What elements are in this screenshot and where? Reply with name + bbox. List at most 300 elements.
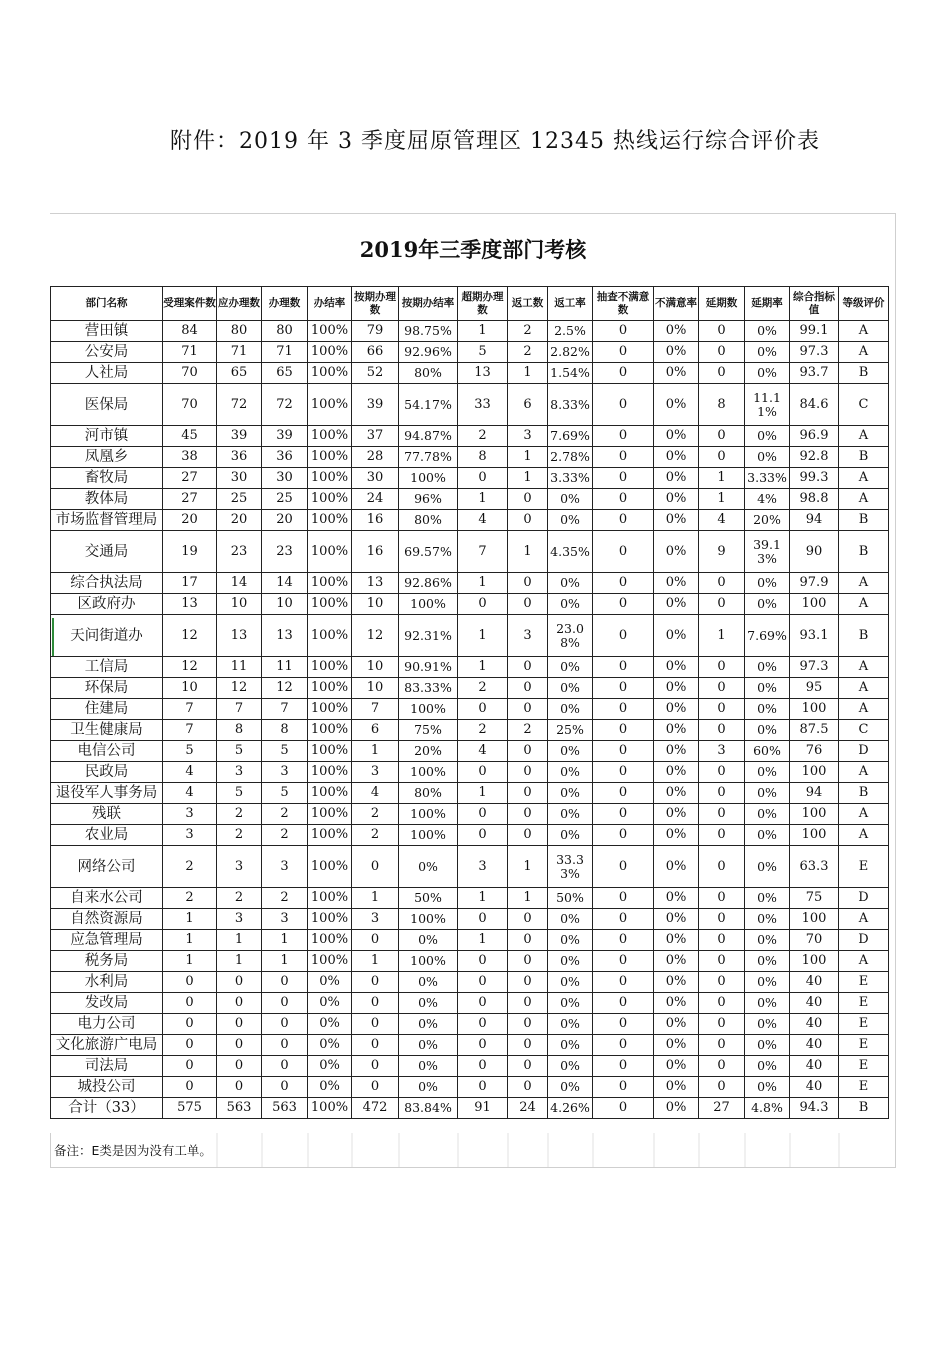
table-cell: 98.8 <box>790 489 839 510</box>
table-cell: E <box>839 1077 889 1098</box>
table-cell: 33.33% <box>548 846 593 888</box>
table-cell: 0% <box>745 1077 790 1098</box>
sheet-title: 2019年三季度部门考核 <box>359 237 587 262</box>
department-name-cell: 网络公司 <box>51 846 163 888</box>
table-cell: 36 <box>262 447 308 468</box>
table-cell: 0% <box>654 762 699 783</box>
table-cell: 2 <box>217 825 262 846</box>
table-cell: 39.13% <box>745 531 790 573</box>
table-cell: 100 <box>790 594 839 615</box>
table-cell: 5 <box>458 342 508 363</box>
table-cell: 0% <box>654 951 699 972</box>
department-name-cell: 公安局 <box>51 342 163 363</box>
table-cell: 1 <box>458 573 508 594</box>
table-cell: 0 <box>699 804 745 825</box>
table-cell: 563 <box>217 1098 262 1119</box>
table-cell: 7 <box>352 699 399 720</box>
table-cell: A <box>839 657 889 678</box>
table-cell: 8 <box>262 720 308 741</box>
table-row <box>51 363 889 384</box>
table-row <box>51 699 889 720</box>
table-cell: 6 <box>508 384 548 426</box>
column-header: 返工率 <box>548 287 593 321</box>
table-cell: 5 <box>217 741 262 762</box>
department-name-cell: 农业局 <box>51 825 163 846</box>
table-cell: 0% <box>548 1056 593 1077</box>
table-cell: 0 <box>593 909 654 930</box>
table-cell: C <box>839 384 889 426</box>
table-cell: 100% <box>399 804 458 825</box>
table-cell: 80% <box>399 510 458 531</box>
table-cell: 0% <box>548 993 593 1014</box>
table-cell: 0% <box>548 741 593 762</box>
table-cell: 100% <box>308 783 352 804</box>
table-cell: 0 <box>352 1014 399 1035</box>
department-name-cell: 司法局 <box>51 1056 163 1077</box>
table-cell: 5 <box>262 783 308 804</box>
table-row <box>51 783 889 804</box>
table-cell: 0 <box>217 1056 262 1077</box>
table-cell: 100% <box>308 825 352 846</box>
table-row <box>51 531 889 573</box>
table-cell: 1 <box>508 363 548 384</box>
table-cell: 100% <box>308 573 352 594</box>
table-cell: 0% <box>745 1035 790 1056</box>
table-cell: 0 <box>699 720 745 741</box>
table-cell: 2 <box>163 846 217 888</box>
department-name-cell: 税务局 <box>51 951 163 972</box>
table-cell: 0 <box>699 930 745 951</box>
table-row <box>51 657 889 678</box>
table-cell: 99.1 <box>790 321 839 342</box>
table-cell: 1 <box>217 930 262 951</box>
table-cell: 0% <box>308 1077 352 1098</box>
table-cell: 0 <box>508 699 548 720</box>
table-cell: 0% <box>654 1035 699 1056</box>
table-row <box>51 741 889 762</box>
table-cell: 1 <box>508 846 548 888</box>
column-header: 受理案件数 <box>163 287 217 321</box>
table-cell: 0% <box>548 909 593 930</box>
table-cell: 0 <box>593 531 654 573</box>
table-cell: 7 <box>163 720 217 741</box>
table-cell: 100% <box>399 594 458 615</box>
table-cell: 20% <box>399 741 458 762</box>
table-cell: 0% <box>654 888 699 909</box>
department-name-cell: 发改局 <box>51 993 163 1014</box>
table-cell: A <box>839 699 889 720</box>
table-cell: A <box>839 468 889 489</box>
department-name-cell: 城投公司 <box>51 1077 163 1098</box>
table-cell: 0 <box>163 1035 217 1056</box>
table-cell: 10 <box>163 678 217 699</box>
table-row <box>51 447 889 468</box>
table-cell: 0% <box>745 825 790 846</box>
table-cell: 0 <box>508 951 548 972</box>
table-cell: 83.33% <box>399 678 458 699</box>
table-cell: 0 <box>593 594 654 615</box>
table-cell: 69.57% <box>399 531 458 573</box>
table-cell: 0 <box>593 762 654 783</box>
table-cell: 96% <box>399 489 458 510</box>
table-cell: 0 <box>593 888 654 909</box>
table-cell: 100% <box>308 321 352 342</box>
table-cell: 0 <box>352 1077 399 1098</box>
table-cell: 1 <box>217 951 262 972</box>
department-name-cell: 文化旅游广电局 <box>51 1035 163 1056</box>
table-row <box>51 762 889 783</box>
table-cell: 0 <box>699 426 745 447</box>
table-cell: 84 <box>163 321 217 342</box>
table-cell: 92.96% <box>399 342 458 363</box>
table-cell: 90 <box>790 531 839 573</box>
table-row <box>51 615 889 657</box>
table-cell: 0% <box>654 426 699 447</box>
column-header: 延期率 <box>745 287 790 321</box>
table-cell: 1 <box>508 468 548 489</box>
table-cell: 0 <box>593 804 654 825</box>
table-cell: 7 <box>262 699 308 720</box>
table-row <box>51 384 889 426</box>
table-cell: 0% <box>745 678 790 699</box>
table-cell: 1 <box>458 888 508 909</box>
table-row <box>51 510 889 531</box>
table-cell: 0 <box>458 1077 508 1098</box>
table-cell: 80% <box>399 363 458 384</box>
table-cell: 0% <box>654 594 699 615</box>
table-cell: 0% <box>745 594 790 615</box>
table-cell: 0% <box>745 909 790 930</box>
table-cell: 0 <box>699 573 745 594</box>
table-cell: 0% <box>745 447 790 468</box>
table-cell: 0 <box>352 846 399 888</box>
department-name-cell: 退役军人事务局 <box>51 783 163 804</box>
table-cell: 27 <box>163 489 217 510</box>
table-cell: 3.33% <box>548 468 593 489</box>
table-cell: 1 <box>262 930 308 951</box>
table-cell: 25% <box>548 720 593 741</box>
table-cell: 16 <box>352 510 399 531</box>
table-cell: 52 <box>352 363 399 384</box>
table-cell: 19 <box>163 531 217 573</box>
table-cell: 0 <box>163 1056 217 1077</box>
table-row <box>51 573 889 594</box>
department-name-cell: 工信局 <box>51 657 163 678</box>
table-cell: 63.3 <box>790 846 839 888</box>
table-cell: 100% <box>308 720 352 741</box>
table-body <box>51 321 889 1119</box>
table-cell: 1 <box>508 531 548 573</box>
table-cell: 0% <box>654 447 699 468</box>
table-cell: 94 <box>790 510 839 531</box>
table-cell: 0% <box>308 993 352 1014</box>
table-cell: 23 <box>217 531 262 573</box>
table-row <box>51 888 889 909</box>
table-cell: 4 <box>699 510 745 531</box>
table-cell: 0% <box>654 1077 699 1098</box>
column-header: 不满意率 <box>654 287 699 321</box>
table-cell: 0 <box>508 930 548 951</box>
table-cell: 70 <box>163 363 217 384</box>
table-cell: 100% <box>399 951 458 972</box>
department-name-cell: 应急管理局 <box>51 930 163 951</box>
department-name-cell: 交通局 <box>51 531 163 573</box>
table-cell: 14 <box>262 573 308 594</box>
table-cell: 13 <box>352 573 399 594</box>
table-cell: 0% <box>654 1098 699 1119</box>
table-cell: 2.82% <box>548 342 593 363</box>
table-cell: 1 <box>699 489 745 510</box>
table-cell: 0 <box>352 993 399 1014</box>
table-cell: 1 <box>163 951 217 972</box>
table-cell: 2.5% <box>548 321 593 342</box>
table-cell: 23.08% <box>548 615 593 657</box>
table-cell: 0 <box>217 1035 262 1056</box>
table-row <box>51 909 889 930</box>
table-cell: 0% <box>654 993 699 1014</box>
table-cell: 0% <box>654 531 699 573</box>
table-cell: 0 <box>163 1077 217 1098</box>
table-cell: 0% <box>745 783 790 804</box>
table-cell: 0 <box>262 1056 308 1077</box>
table-cell: 87.5 <box>790 720 839 741</box>
table-cell: 0 <box>508 972 548 993</box>
table-cell: 0 <box>458 1014 508 1035</box>
table-cell: A <box>839 573 889 594</box>
table-cell: 2 <box>262 804 308 825</box>
table-cell: 100% <box>308 615 352 657</box>
table-row <box>51 930 889 951</box>
table-cell: 0 <box>458 762 508 783</box>
table-cell: 24 <box>352 489 399 510</box>
department-name-cell: 营田镇 <box>51 321 163 342</box>
table-cell: 95 <box>790 678 839 699</box>
table-cell: 3 <box>352 909 399 930</box>
table-cell: 3.33% <box>745 468 790 489</box>
table-cell: 3 <box>163 804 217 825</box>
table-cell: 0 <box>508 1056 548 1077</box>
table-cell: 0% <box>745 1056 790 1077</box>
table-cell: 0 <box>593 384 654 426</box>
table-cell: 563 <box>262 1098 308 1119</box>
department-name-cell: 人社局 <box>51 363 163 384</box>
table-cell: 0% <box>548 510 593 531</box>
table-cell: 2 <box>458 720 508 741</box>
table-cell: 3 <box>352 762 399 783</box>
table-cell: 0 <box>699 1077 745 1098</box>
table-cell: 10 <box>352 657 399 678</box>
table-cell: 3 <box>262 846 308 888</box>
table-cell: 100% <box>308 657 352 678</box>
table-cell: 4.35% <box>548 531 593 573</box>
table-cell: 8 <box>458 447 508 468</box>
table-cell: A <box>839 762 889 783</box>
table-cell: 3 <box>699 741 745 762</box>
table-cell: 100% <box>308 888 352 909</box>
table-cell: 83.84% <box>399 1098 458 1119</box>
table-cell: 0 <box>699 447 745 468</box>
table-cell: 0% <box>399 1014 458 1035</box>
table-cell: 0% <box>548 573 593 594</box>
table-row <box>51 951 889 972</box>
table-cell: 0% <box>308 1035 352 1056</box>
table-cell: 100% <box>308 909 352 930</box>
table-cell: 0 <box>508 594 548 615</box>
column-header: 部门名称 <box>51 287 163 321</box>
department-name-cell: 天问街道办 <box>51 615 163 657</box>
table-cell: 100% <box>308 762 352 783</box>
table-cell: 11 <box>262 657 308 678</box>
table-cell: 0% <box>745 699 790 720</box>
table-row <box>51 1014 889 1035</box>
table-cell: 12 <box>262 678 308 699</box>
table-cell: B <box>839 1098 889 1119</box>
table-cell: 0% <box>654 741 699 762</box>
table-cell: 0% <box>745 888 790 909</box>
table-cell: 0 <box>699 825 745 846</box>
table-cell: 100% <box>308 342 352 363</box>
table-cell: 72 <box>262 384 308 426</box>
table-cell: 0% <box>399 972 458 993</box>
table-cell: 100% <box>399 825 458 846</box>
department-name-cell: 环保局 <box>51 678 163 699</box>
table-cell: 100% <box>308 531 352 573</box>
column-header: 办结率 <box>308 287 352 321</box>
table-cell: 0 <box>593 720 654 741</box>
table-cell: 0 <box>508 804 548 825</box>
table-cell: 2 <box>508 342 548 363</box>
table-cell: 84.6 <box>790 384 839 426</box>
table-cell: 23 <box>262 531 308 573</box>
table-cell: 36 <box>217 447 262 468</box>
table-cell: E <box>839 846 889 888</box>
table-cell: 100% <box>308 804 352 825</box>
table-cell: 40 <box>790 972 839 993</box>
column-header: 超期办理数 <box>458 287 508 321</box>
table-cell: 0% <box>654 972 699 993</box>
table-cell: C <box>839 720 889 741</box>
table-cell: 0 <box>699 972 745 993</box>
table-cell: 0% <box>548 930 593 951</box>
table-cell: 6 <box>352 720 399 741</box>
table-cell: 100 <box>790 909 839 930</box>
table-cell: 1 <box>458 321 508 342</box>
column-header: 返工数 <box>508 287 548 321</box>
table-cell: 71 <box>262 342 308 363</box>
table-cell: 4 <box>458 741 508 762</box>
table-cell: 100% <box>308 426 352 447</box>
table-cell: 10 <box>217 594 262 615</box>
table-cell: 1 <box>699 468 745 489</box>
table-cell: 3 <box>217 762 262 783</box>
table-cell: 1 <box>458 783 508 804</box>
table-cell: 100% <box>308 741 352 762</box>
table-cell: 100% <box>308 468 352 489</box>
table-cell: 0% <box>654 489 699 510</box>
table-cell: 7 <box>217 699 262 720</box>
table-cell: 0 <box>163 972 217 993</box>
table-cell: 0 <box>508 762 548 783</box>
table-cell: 11.11% <box>745 384 790 426</box>
table-cell: 100% <box>308 594 352 615</box>
table-cell: 100% <box>399 909 458 930</box>
table-cell: B <box>839 510 889 531</box>
table-cell: 0 <box>508 783 548 804</box>
table-cell: 0 <box>508 1014 548 1035</box>
table-cell: 100% <box>399 468 458 489</box>
table-cell: 5 <box>217 783 262 804</box>
department-name-cell: 教体局 <box>51 489 163 510</box>
table-cell: 4 <box>163 762 217 783</box>
table-cell: 25 <box>262 489 308 510</box>
table-cell: 12 <box>217 678 262 699</box>
table-cell: 1 <box>458 657 508 678</box>
table-cell: 0% <box>654 930 699 951</box>
table-cell: 0 <box>262 993 308 1014</box>
table-cell: 0% <box>654 510 699 531</box>
table-cell: 0% <box>548 699 593 720</box>
table-cell: 0 <box>593 1035 654 1056</box>
table-cell: B <box>839 531 889 573</box>
table-cell: 12 <box>352 615 399 657</box>
table-cell: 13 <box>217 615 262 657</box>
table-cell: 2 <box>163 888 217 909</box>
table-cell: 16 <box>352 531 399 573</box>
column-header: 按期办结率 <box>399 287 458 321</box>
table-cell: 0% <box>548 657 593 678</box>
table-cell: 0% <box>548 804 593 825</box>
table-cell: 0 <box>593 573 654 594</box>
table-cell: 0 <box>217 972 262 993</box>
table-cell: 2 <box>458 426 508 447</box>
table-cell: 96.9 <box>790 426 839 447</box>
table-cell: 0% <box>745 993 790 1014</box>
table-cell: 0% <box>399 993 458 1014</box>
table-cell: 100% <box>308 678 352 699</box>
table-cell: 2 <box>352 804 399 825</box>
table-row <box>51 972 889 993</box>
table-cell: 80% <box>399 783 458 804</box>
table-cell: 1 <box>163 930 217 951</box>
table-cell: 0% <box>745 363 790 384</box>
table-cell: 25 <box>217 489 262 510</box>
table-cell: 0 <box>352 1035 399 1056</box>
table-cell: A <box>839 678 889 699</box>
table-cell: A <box>839 489 889 510</box>
table-cell: 40 <box>790 993 839 1014</box>
table-cell: 1 <box>262 951 308 972</box>
table-cell: E <box>839 1014 889 1035</box>
table-cell: 100 <box>790 951 839 972</box>
table-cell: 0 <box>593 342 654 363</box>
table-cell: 0 <box>217 1077 262 1098</box>
table-cell: 0 <box>593 510 654 531</box>
table-cell: B <box>839 447 889 468</box>
table-cell: 0 <box>352 972 399 993</box>
table-cell: 0% <box>745 951 790 972</box>
table-cell: 17 <box>163 573 217 594</box>
table-cell: 0 <box>593 678 654 699</box>
table-cell: 0 <box>593 321 654 342</box>
table-cell: 72 <box>217 384 262 426</box>
table-cell: 0 <box>699 342 745 363</box>
table-cell: 472 <box>352 1098 399 1119</box>
table-row <box>51 594 889 615</box>
table-cell: 39 <box>352 384 399 426</box>
table-cell: 0% <box>745 657 790 678</box>
table-cell: 1.54% <box>548 363 593 384</box>
department-name-cell: 河市镇 <box>51 426 163 447</box>
